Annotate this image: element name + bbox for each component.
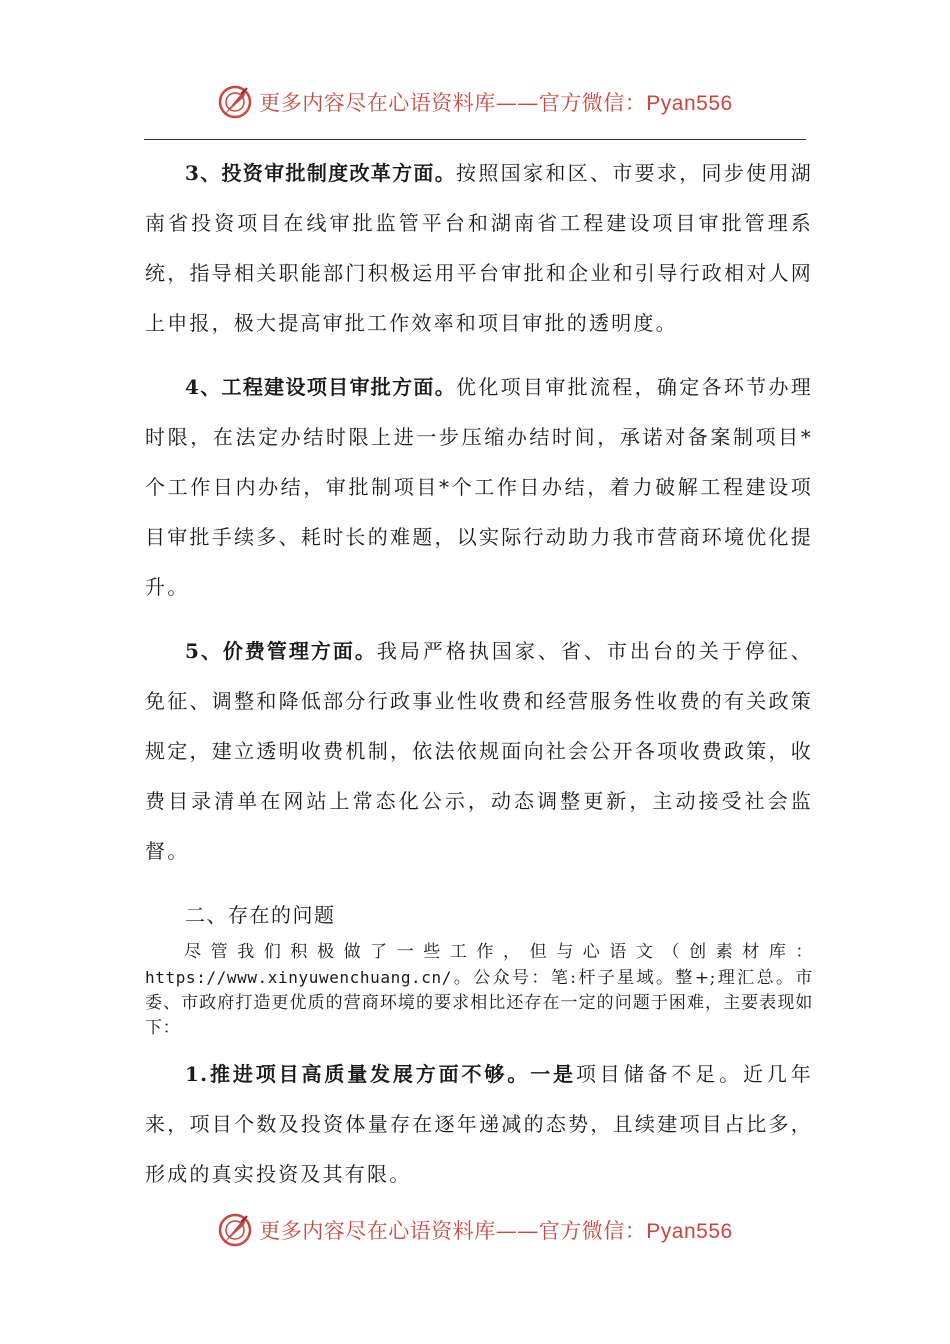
watermark-text — [259, 87, 732, 117]
paragraph-text: 按照国家和区、市要求，同步使用湖南省投资项目在线审批监管平台和湖南省工程建设项目审批管理系统，指导相关职能部门积极运用平台审批和企业和引导行政相对人网上申报，极大提高审批工作效率和项目审批的透明度。 — [145, 161, 813, 335]
watermark-wechat-label: 官方微信： — [538, 91, 647, 115]
document-body — [145, 148, 813, 1199]
watermark-wechat-id: Pyan556 — [646, 92, 733, 115]
paragraph-text: 优化项目审批流程，确定各环节办理时限，在法定办结时限上进一步压缩办结时间，承诺对备案制项目*个工作日内办结，审批制项目*个工作日办结，着力破解工程建设项目审批手续多、耗时长的难题，以实际行动助力我市营商环境优化提升。 — [145, 375, 813, 599]
paragraph-title: 3、投资审批制度改革方面。 — [185, 161, 457, 185]
paragraph-construction-approval — [145, 362, 813, 612]
intro-text-b: 。公众号：笔:杆子星域。整+;理汇总。市委、市政府打造更优质的营商环境的要求相比还存在一定的问题于困难，主要表现如下： — [145, 968, 813, 1038]
paragraph-text: 项目储备不足。近几年来，项目个数及投资体量存在逐年递减的态势，且续建项目占比多，形成的真实投资及其有限。 — [145, 1062, 813, 1186]
paragraph-lead: 一是 — [530, 1062, 576, 1086]
intro-text-a: 尽管我们积极做了一些工作，但与心语文（创素材库： — [184, 942, 813, 962]
footer-watermark — [0, 1210, 950, 1250]
paragraph-title: 4、工程建设项目审批方面。 — [185, 375, 457, 399]
watermark-dash: —— — [495, 1219, 539, 1243]
paragraph-text: 我局严格执国家、省、市出台的关于停征、免征、调整和降低部分行政事业性收费和经营服务性收费的有关政策规定，建立透明收费机制，依法依规面向社会公开各项收费政策，收费目录清单在网站上常态化公示，动态调整更新，主动接受社会监督。 — [145, 639, 813, 863]
watermark-wechat-id: Pyan556 — [646, 1220, 733, 1243]
header-divider — [144, 139, 806, 140]
quill-logo-icon — [217, 84, 253, 120]
quill-logo-icon — [217, 1212, 253, 1248]
paragraph-investment-approval — [145, 148, 813, 348]
paragraph-title: 5、价费管理方面。 — [185, 639, 377, 663]
watermark-site-name: 更多内容尽在心语资料库 — [259, 91, 496, 115]
watermark-site-name: 更多内容尽在心语资料库 — [259, 1219, 496, 1243]
paragraph-price-management — [145, 626, 813, 876]
paragraph-intro — [145, 940, 813, 1041]
paragraph-title: 1.推进项目高质量发展方面不够。 — [185, 1062, 531, 1086]
section-heading-problems: 二、存在的问题 — [185, 903, 336, 927]
paragraph-project-quality — [145, 1049, 813, 1199]
intro-url: https://www.xinyuwenchuang.cn/ — [145, 968, 452, 987]
header-watermark — [0, 82, 950, 122]
watermark-text — [259, 1215, 732, 1245]
watermark-dash: —— — [495, 91, 539, 115]
watermark-wechat-label: 官方微信： — [538, 1219, 647, 1243]
